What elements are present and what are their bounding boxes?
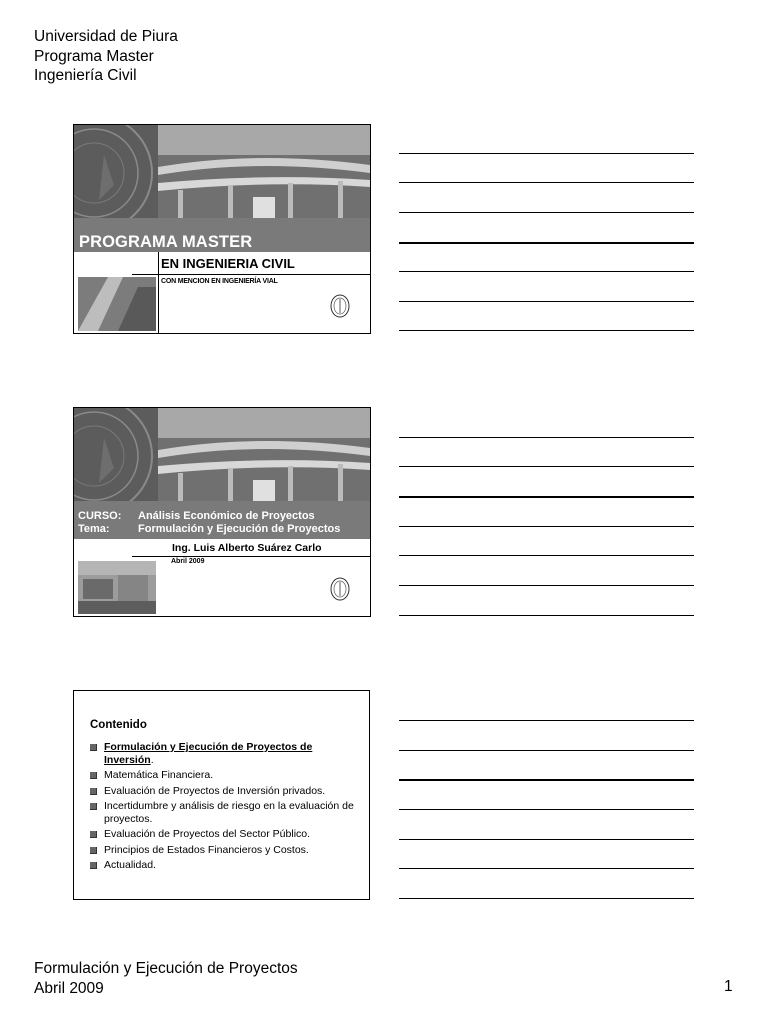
page-number: 1 — [724, 978, 733, 995]
university-crest-image — [74, 408, 158, 501]
contents-title: Contenido — [90, 719, 147, 731]
course-label: CURSO: — [78, 510, 122, 522]
list-item: Actualidad. — [90, 859, 360, 872]
note-line — [399, 585, 694, 586]
note-line — [399, 720, 694, 721]
topic-label: Tema: — [78, 522, 110, 535]
note-line — [399, 271, 694, 272]
note-line — [399, 779, 694, 781]
note-line — [399, 809, 694, 810]
mention-text: CON MENCION EN INGENIERÍA VIAL — [161, 278, 278, 285]
note-line — [399, 153, 694, 154]
bullet-icon — [90, 744, 97, 751]
divider — [132, 274, 370, 275]
list-item: Evaluación de Proyectos de Inversión privados. — [90, 785, 360, 798]
list-item: Principios de Estados Financieros y Costos. — [90, 844, 360, 857]
university-crest-image — [74, 125, 158, 218]
bullet-icon — [90, 803, 97, 810]
bullet-icon — [90, 847, 97, 854]
footer-title: Formulación y Ejecución de Proyectos — [34, 960, 298, 977]
list-item: Matemática Financiera. — [90, 769, 360, 782]
note-line — [399, 868, 694, 869]
slide-date: Abril 2009 — [171, 558, 205, 565]
note-line — [399, 212, 694, 213]
list-item: Evaluación de Proyectos del Sector Público. — [90, 828, 360, 841]
slide-subtitle: EN INGENIERIA CIVIL — [161, 256, 295, 271]
road-photo — [78, 277, 156, 331]
bullet-icon — [90, 831, 97, 838]
building-photo — [78, 561, 156, 614]
bullet-icon — [90, 788, 97, 795]
highway-photo — [158, 408, 370, 501]
note-line — [399, 496, 694, 498]
note-line — [399, 437, 694, 438]
header-program: Programa Master — [34, 47, 154, 65]
slide-2 — [73, 407, 371, 617]
divider — [158, 252, 159, 333]
slide-title: PROGRAMA MASTER — [79, 233, 253, 251]
list-item: Incertidumbre y análisis de riesgo en la evaluación de proyectos. — [90, 800, 360, 825]
bullet-icon — [90, 862, 97, 869]
university-seal-icon — [330, 294, 350, 318]
slide-3 — [73, 690, 370, 900]
divider — [132, 556, 370, 557]
list-item: Formulación y Ejecución de Proyectos de Inversión. — [90, 741, 360, 766]
footer-date: Abril 2009 — [34, 979, 104, 997]
author-name: Ing. Luis Alberto Suárez Carlo — [172, 542, 322, 554]
note-line — [399, 526, 694, 527]
note-line — [399, 182, 694, 183]
header-university: Universidad de Piura — [34, 28, 178, 45]
note-line — [399, 242, 694, 244]
page-header — [34, 27, 178, 86]
highway-photo — [158, 125, 370, 218]
note-line — [399, 330, 694, 331]
topic-name: Formulación y Ejecución de Proyectos — [138, 522, 341, 535]
note-line — [399, 898, 694, 899]
note-line — [399, 466, 694, 467]
contents-list — [90, 741, 360, 875]
university-seal-icon — [330, 577, 350, 601]
note-line — [399, 555, 694, 556]
header-field: Ingeniería Civil — [34, 67, 137, 84]
note-line — [399, 839, 694, 840]
note-line — [399, 615, 694, 616]
course-name: Análisis Económico de Proyectos — [138, 510, 315, 522]
note-line — [399, 750, 694, 751]
course-info — [78, 510, 340, 535]
note-line — [399, 301, 694, 302]
page-footer — [34, 959, 298, 998]
bullet-icon — [90, 772, 97, 779]
slide-1 — [73, 124, 371, 334]
